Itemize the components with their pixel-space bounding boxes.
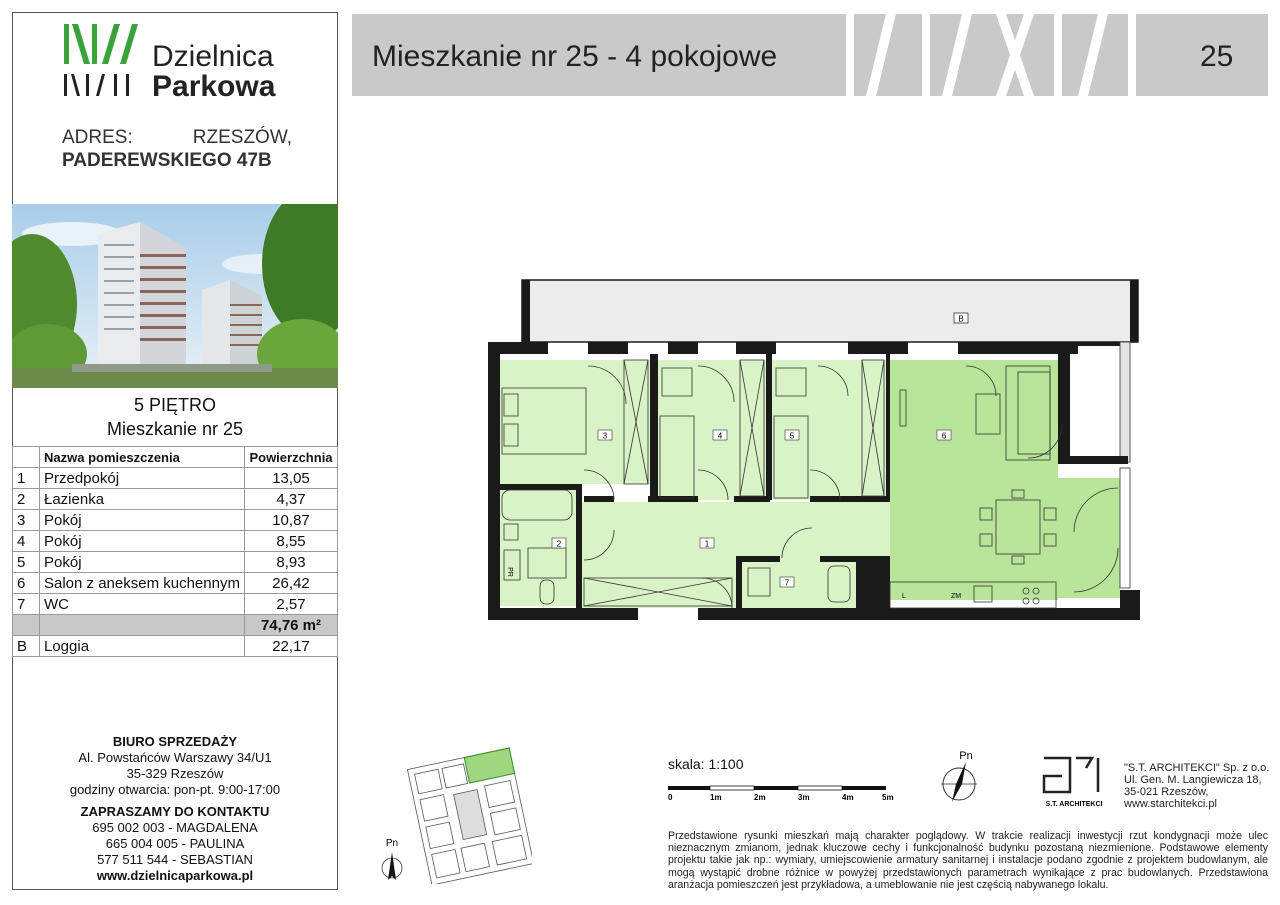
table-row <box>13 510 338 531</box>
row-no: 1 <box>13 468 40 489</box>
table-row <box>13 531 338 552</box>
rooms-table <box>12 446 338 657</box>
st-logo-text: S.T. ARCHITEKCI <box>1045 801 1103 808</box>
row-name: Łazienka <box>40 489 245 510</box>
address-line-1 <box>62 127 292 149</box>
contact-phone: 577 511 544 - SEBASTIAN <box>97 852 253 867</box>
room-6-salon <box>890 360 1058 600</box>
header-name: Nazwa pomieszczenia <box>40 447 245 468</box>
floor-plan <box>488 278 1140 620</box>
scale-tick: 1m <box>710 793 722 802</box>
row-name: Pokój <box>40 531 245 552</box>
sales-office <box>12 734 338 884</box>
sales-city: 35-329 Rzeszów <box>126 766 224 781</box>
header-stripes-decoration <box>846 14 1158 96</box>
row-no: 7 <box>13 594 40 615</box>
table-row <box>13 489 338 510</box>
north-arrow <box>938 748 980 804</box>
apartment-label: Mieszkanie nr 25 <box>106 419 244 439</box>
table-row <box>13 468 338 489</box>
address-label: ADRES: <box>62 127 133 148</box>
room-label-1: 1 <box>704 539 710 549</box>
north-label: Pn <box>959 750 973 762</box>
room-7-wc <box>742 562 856 606</box>
table-row <box>13 573 338 594</box>
row-name: Przedpokój <box>40 468 245 489</box>
row-name: WC <box>40 594 245 615</box>
row-name: Pokój <box>40 552 245 573</box>
building-key-plan <box>404 744 532 884</box>
room-label-2: 2 <box>556 539 562 549</box>
row-area: 8,93 <box>245 552 338 573</box>
architect-street: Ul. Gen. M. Langiewicza 18, <box>1124 774 1262 786</box>
fridge-label-kitchen: L <box>902 593 906 600</box>
page-title: Mieszkanie nr 25 - 4 pokojowe <box>372 40 778 73</box>
architect-city: 35-021 Rzeszów, <box>1124 786 1209 798</box>
row-area: 13,05 <box>245 468 338 489</box>
scale-tick: 2m <box>754 793 766 802</box>
row-area: 10,87 <box>245 510 338 531</box>
room-label-3: 3 <box>602 431 608 441</box>
contact-phone: 665 004 005 - PAULINA <box>105 836 245 851</box>
table-row <box>13 594 338 615</box>
row-no: 4 <box>13 531 40 552</box>
scale-tick: 5m <box>882 793 894 802</box>
apartment-number: 25 <box>1200 40 1234 73</box>
table-row-loggia <box>13 636 338 657</box>
floor-label: 5 PIĘTRO <box>133 395 217 415</box>
room-label-6: 6 <box>941 431 947 441</box>
table-total-row <box>13 615 338 636</box>
row-no: 5 <box>13 552 40 573</box>
dzielnica-parkowa-logo <box>62 24 140 98</box>
row-no: 2 <box>13 489 40 510</box>
row-name: Loggia <box>40 636 245 657</box>
row-no: 3 <box>13 510 40 531</box>
fridge-label: PR <box>506 567 513 577</box>
north-label-small: Pn <box>385 838 399 849</box>
contact-phone: 695 002 003 - MAGDALENA <box>92 820 258 835</box>
scale-bar <box>666 784 898 804</box>
brand-line-1: Dzielnica <box>152 40 274 73</box>
room-label-4: 4 <box>717 431 723 441</box>
header-no <box>13 447 40 468</box>
address-street: PADEREWSKIEGO 47B <box>62 150 272 171</box>
header-area: Powierzchnia <box>245 447 338 468</box>
row-area: 22,17 <box>245 636 338 657</box>
row-area: 8,55 <box>245 531 338 552</box>
table-row <box>13 552 338 573</box>
scale-tick: 3m <box>798 793 810 802</box>
sales-address: Al. Powstańców Warszawy 34/U1 <box>78 750 272 765</box>
row-no: B <box>13 636 40 657</box>
north-arrow-small <box>377 836 407 884</box>
architect-website[interactable]: www.starchitekci.pl <box>1124 798 1217 810</box>
loggia-area <box>522 280 1138 342</box>
room-4 <box>658 360 766 500</box>
contact-title: ZAPRASZAMY DO KONTAKTU <box>80 804 270 819</box>
room-label-7: 7 <box>784 578 790 588</box>
scale-label: skala: 1:100 <box>668 756 744 772</box>
st-architekci-logo <box>1040 752 1110 810</box>
dishwasher-label: ZM <box>950 593 962 600</box>
brand-line-2: Parkowa <box>152 70 276 103</box>
row-no: 6 <box>13 573 40 594</box>
sales-hours: godziny otwarcia: pon-pt. 9:00-17:00 <box>69 782 281 797</box>
architect-info <box>1124 762 1269 810</box>
table-header <box>13 447 338 468</box>
architect-name: "S.T. ARCHITEKCI" Sp. z o.o. <box>1124 762 1270 774</box>
scale-tick: 4m <box>842 793 854 802</box>
total-area: 74,76 m² <box>245 615 338 636</box>
sales-title: BIURO SPRZEDAŻY <box>112 734 238 749</box>
scale-tick: 0 <box>668 793 673 802</box>
row-name: Salon z aneksem kuchennym <box>40 573 245 594</box>
address-city: RZESZÓW, <box>192 127 292 148</box>
room-label-5: 5 <box>789 431 795 441</box>
row-area: 26,42 <box>245 573 338 594</box>
building-photo <box>12 204 338 388</box>
loggia-label: B <box>958 314 964 324</box>
row-area: 2,57 <box>245 594 338 615</box>
row-name: Pokój <box>40 510 245 531</box>
website-link[interactable]: www.dzielnicaparkowa.pl <box>96 868 254 883</box>
row-area: 4,37 <box>245 489 338 510</box>
disclaimer-text: Przedstawione rysunki mieszkań mają charakter poglądowy. W trakcie realizacji inwestycji rzut kondygnacji może ulec nieznacznym zmianom, jednak kluczowe cechy i funkcjonalność budynku pozostaną niezmienione. Podstawowe elementy projektu takie jak np.: wymiary, umiejscowienie armatury sanitarnej i instalacje podano zgodnie z projektem budowlanym, ale mogą wystąpić drobne różnice w powyżej przedstawionych parametrach wynikające z prac budowlanych. Przedstawiona aranżacja pomieszczeń jest przykładowa, a umeblowanie nie jest częścią nabywanego lokalu. <box>668 830 1268 891</box>
